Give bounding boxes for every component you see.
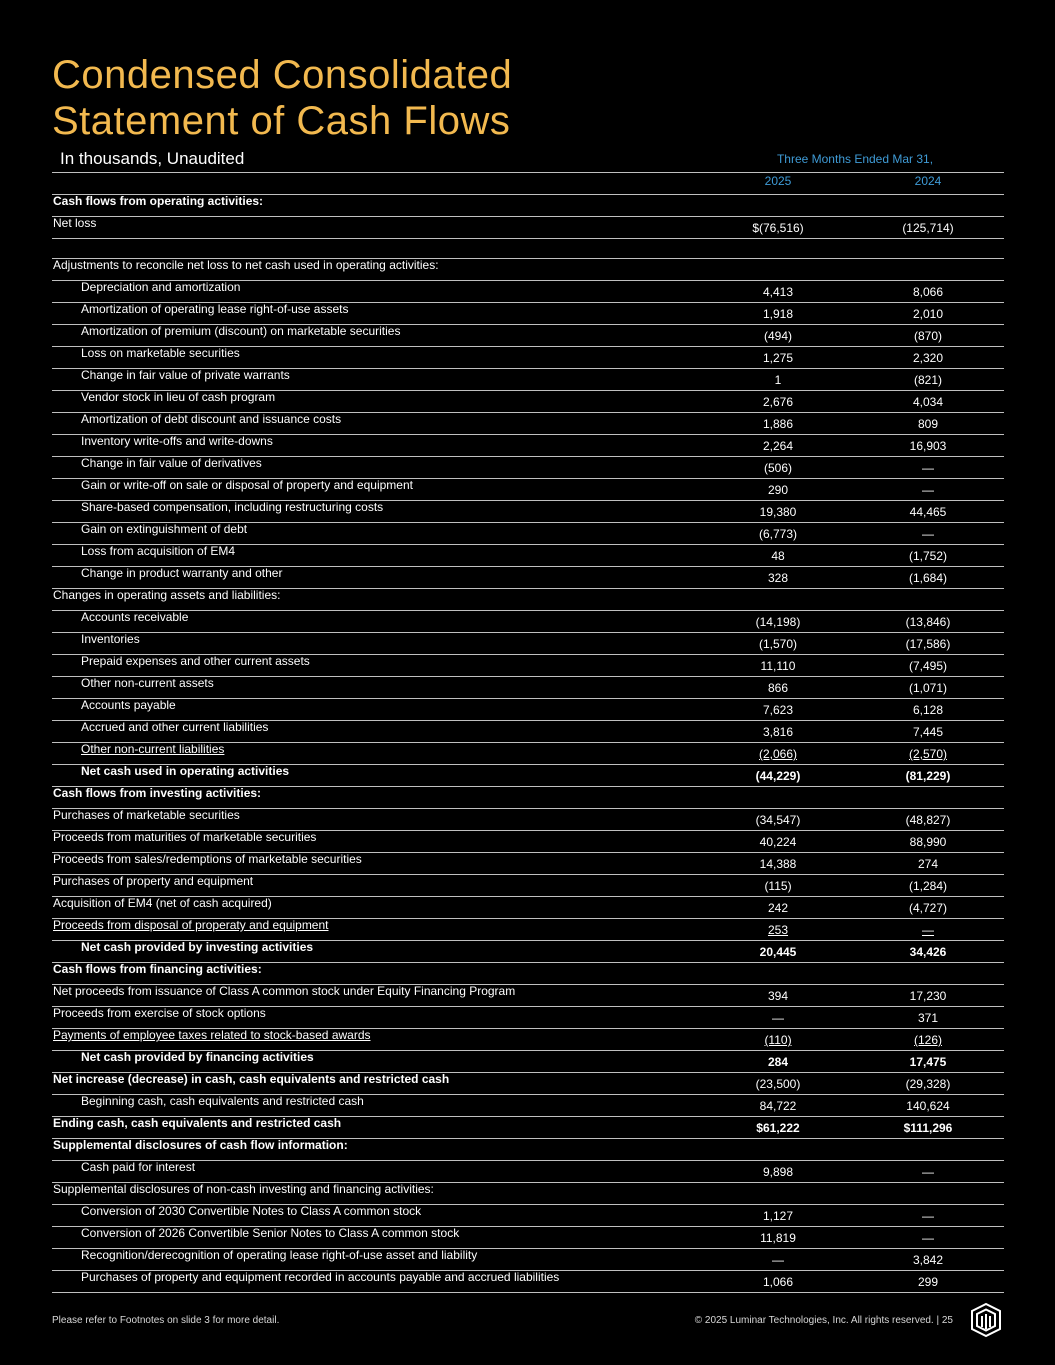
value-2025: 4,413 (762, 285, 794, 299)
value-2025: 19,380 (759, 505, 797, 519)
value-2024: — (922, 483, 934, 497)
row-label: Change in fair value of private warrants (81, 368, 290, 382)
value-2024: (1,684) (908, 571, 948, 585)
row-label: Amortization of debt discount and issuance costs (81, 412, 342, 426)
row-label: Other non-current assets (81, 676, 214, 690)
value-2024: 4,034 (912, 395, 944, 409)
value-2025: (115) (764, 879, 792, 893)
value-2024: 44,465 (909, 505, 947, 519)
row-label: Accrued and other current liabilities (81, 720, 269, 734)
value-2024: 3,842 (912, 1253, 944, 1267)
row-label: Purchases of property and equipment recorded in accounts payable and accrued liabilities (81, 1270, 560, 1284)
value-2025: (6,773) (758, 527, 798, 541)
table-row (52, 611, 1004, 633)
row-label: Net cash used in operating activities (81, 764, 290, 778)
value-2024: 7,445 (912, 725, 944, 739)
row-label: Change in fair value of derivatives (81, 456, 262, 470)
table-row (52, 677, 1004, 699)
value-2025: 328 (767, 571, 789, 585)
row-label: Proceeds from maturities of marketable securities (53, 830, 317, 844)
row-label: Purchases of property and equipment (53, 874, 254, 888)
row-label: Inventories (81, 632, 140, 646)
value-2025: 9,898 (762, 1165, 794, 1179)
value-2025: 11,819 (760, 1231, 796, 1245)
row-label: Loss on marketable securities (81, 346, 240, 360)
value-2025: 7,623 (762, 703, 794, 717)
row-label: Conversion of 2026 Convertible Senior Notes to Class A common stock (81, 1226, 460, 1240)
value-2025: (494) (763, 329, 792, 343)
value-2025: $61,222 (756, 1121, 800, 1135)
value-2025: 3,816 (762, 725, 794, 739)
value-2024: (1,284) (908, 879, 948, 893)
value-2024: — (922, 527, 934, 541)
value-2025: — (772, 1011, 784, 1025)
value-2024: 2,320 (912, 351, 944, 365)
value-2024: (4,727) (908, 901, 948, 915)
value-2024: 6,128 (912, 703, 944, 717)
row-label: Loss from acquisition of EM4 (81, 544, 236, 558)
value-2025: 40,224 (759, 835, 797, 849)
year-2025-header: 2025 (764, 174, 792, 188)
row-label: Net cash provided by financing activities (81, 1050, 314, 1064)
row-label: Prepaid expenses and other current assets (81, 654, 310, 668)
row-label: Cash paid for interest (81, 1160, 196, 1174)
value-2024: — (922, 461, 934, 475)
subtitle: In thousands, Unaudited (60, 149, 245, 168)
value-2024: $111,296 (903, 1121, 953, 1135)
value-2025: 11,110 (760, 659, 796, 673)
value-2024: 140,624 (906, 1099, 950, 1113)
row-label: Net increase (decrease) in cash, cash equivalents and restricted cash (53, 1072, 450, 1086)
value-2024: 274 (917, 857, 939, 871)
value-2025: (2,066) (758, 747, 798, 761)
value-2024: (821) (913, 373, 942, 387)
row-label: Proceeds from sales/redemptions of marketable securities (53, 852, 362, 866)
value-2024: (81,229) (905, 769, 951, 783)
value-2024: (17,586) (905, 637, 951, 651)
value-2024: — (922, 923, 934, 937)
value-2024: 2,010 (912, 307, 944, 321)
value-2024: (125,714) (902, 221, 954, 235)
value-2024: 17,475 (909, 1055, 947, 1069)
value-2024: (126) (913, 1033, 942, 1047)
row-label: Gain or write-off on sale or disposal of property and equipment (81, 478, 413, 492)
value-2024: 809 (917, 417, 939, 431)
value-2025: 1 (774, 373, 782, 387)
value-2024: — (922, 1231, 934, 1245)
value-2024: (48,827) (905, 813, 951, 827)
row-label: Amortization of premium (discount) on marketable securities (81, 324, 401, 338)
row-label: Cash flows from investing activities: (53, 786, 262, 800)
value-2025: 2,264 (762, 439, 794, 453)
table-row (52, 195, 1004, 217)
value-2024: (2,570) (908, 747, 948, 761)
row-label: Accounts receivable (81, 610, 189, 624)
value-2025: 242 (767, 901, 789, 915)
value-2024: (13,846) (905, 615, 951, 629)
value-2025: (110) (764, 1033, 792, 1047)
value-2025: 1,275 (762, 351, 794, 365)
row-label: Net cash provided by investing activities (81, 940, 314, 954)
row-label: Cash flows from financing activities: (53, 962, 262, 976)
value-2025: (14,198) (755, 615, 801, 629)
value-2025: 394 (767, 989, 789, 1003)
row-label: Inventory write-offs and write-downs (81, 434, 273, 448)
row-label: Accounts payable (81, 698, 176, 712)
row-label: Recognition/derecognition of operating lease right-of-use asset and liability (81, 1248, 478, 1262)
period-header: Three Months Ended Mar 31, (776, 152, 934, 166)
value-2024: — (922, 1165, 934, 1179)
value-2024: (29,328) (905, 1077, 951, 1091)
value-2024: (870) (913, 329, 942, 343)
value-2025: 20,445 (759, 945, 797, 959)
row-label: Net proceeds from issuance of Class A common stock under Equity Financing Program (53, 984, 516, 998)
row-label: Acquisition of EM4 (net of cash acquired) (53, 896, 272, 910)
row-label: Share-based compensation, including restructuring costs (81, 500, 384, 514)
value-2024: 17,230 (909, 989, 947, 1003)
value-2025: (1,570) (758, 637, 798, 651)
copyright-page-number: © 2025 Luminar Technologies, Inc. All rights reserved. | 25 (694, 1315, 953, 1326)
row-label: Other non-current liabilities (81, 742, 225, 756)
value-2025: — (772, 1253, 784, 1267)
value-2024: 8,066 (912, 285, 944, 299)
row-label: Proceeds from disposal of properaty and equipment (53, 918, 329, 932)
row-label: Ending cash, cash equivalents and restricted cash (53, 1116, 342, 1130)
value-2024: (7,495) (908, 659, 948, 673)
value-2024: 34,426 (909, 945, 947, 959)
value-2025: (44,229) (755, 769, 801, 783)
value-2025: 1,886 (762, 417, 794, 431)
row-label: Amortization of operating lease right-of-use assets (81, 302, 349, 316)
row-label: Changes in operating assets and liabilities: (53, 588, 281, 602)
footnote-reference: Please refer to Footnotes on slide 3 for more detail. (52, 1315, 280, 1326)
title-line-2: Statement of Cash Flows (52, 99, 511, 143)
value-2024: 299 (917, 1275, 939, 1289)
row-label: Change in product warranty and other (81, 566, 283, 580)
value-2025: (34,547) (755, 813, 801, 827)
row-label: Beginning cash, cash equivalents and restricted cash (81, 1094, 364, 1108)
value-2025: 1,066 (762, 1275, 794, 1289)
value-2025: $(76,516) (752, 221, 804, 235)
luminar-logo-icon (968, 1302, 1004, 1338)
value-2025: 290 (767, 483, 789, 497)
value-2024: — (922, 1209, 934, 1223)
row-label: Proceeds from exercise of stock options (53, 1006, 266, 1020)
row-label: Gain on extinguishment of debt (81, 522, 248, 536)
row-label: Purchases of marketable securities (53, 808, 240, 822)
row-label: Net loss (53, 216, 97, 230)
value-2025: 84,722 (759, 1099, 797, 1113)
value-2024: (1,071) (908, 681, 948, 695)
row-label: Vendor stock in lieu of cash program (81, 390, 276, 404)
value-2025: (506) (763, 461, 792, 475)
value-2024: 16,903 (909, 439, 947, 453)
value-2025: 253 (767, 923, 789, 937)
value-2025: (23,500) (755, 1077, 801, 1091)
cash-flow-table (52, 172, 1004, 1293)
row-label: Payments of employee taxes related to stock-based awards (53, 1028, 371, 1042)
value-2025: 866 (767, 681, 789, 695)
value-2025: 2,676 (762, 395, 794, 409)
value-2025: 14,388 (759, 857, 797, 871)
value-2025: 48 (771, 549, 785, 563)
row-label: Depreciation and amortization (81, 280, 241, 294)
year-2024-header: 2024 (914, 174, 942, 188)
row-label: Supplemental disclosures of non-cash investing and financing activities: (53, 1182, 434, 1196)
row-label: Cash flows from operating activities: (53, 194, 264, 208)
title-line-1: Condensed Consolidated (52, 53, 513, 97)
value-2025: 1,918 (762, 307, 794, 321)
table-row (52, 217, 1004, 239)
value-2024: (1,752) (908, 549, 948, 563)
table-row (52, 1271, 1004, 1293)
row-label: Supplemental disclosures of cash flow information: (53, 1138, 348, 1152)
value-2025: 1,127 (762, 1209, 794, 1223)
table-row (52, 589, 1004, 611)
value-2024: 371 (917, 1011, 939, 1025)
value-2024: 88,990 (909, 835, 947, 849)
page-title (52, 52, 752, 144)
value-2025: 284 (767, 1055, 789, 1069)
row-label: Adjustments to reconcile net loss to net cash used in operating activities: (53, 258, 439, 272)
row-label: Conversion of 2030 Convertible Notes to Class A common stock (81, 1204, 422, 1218)
